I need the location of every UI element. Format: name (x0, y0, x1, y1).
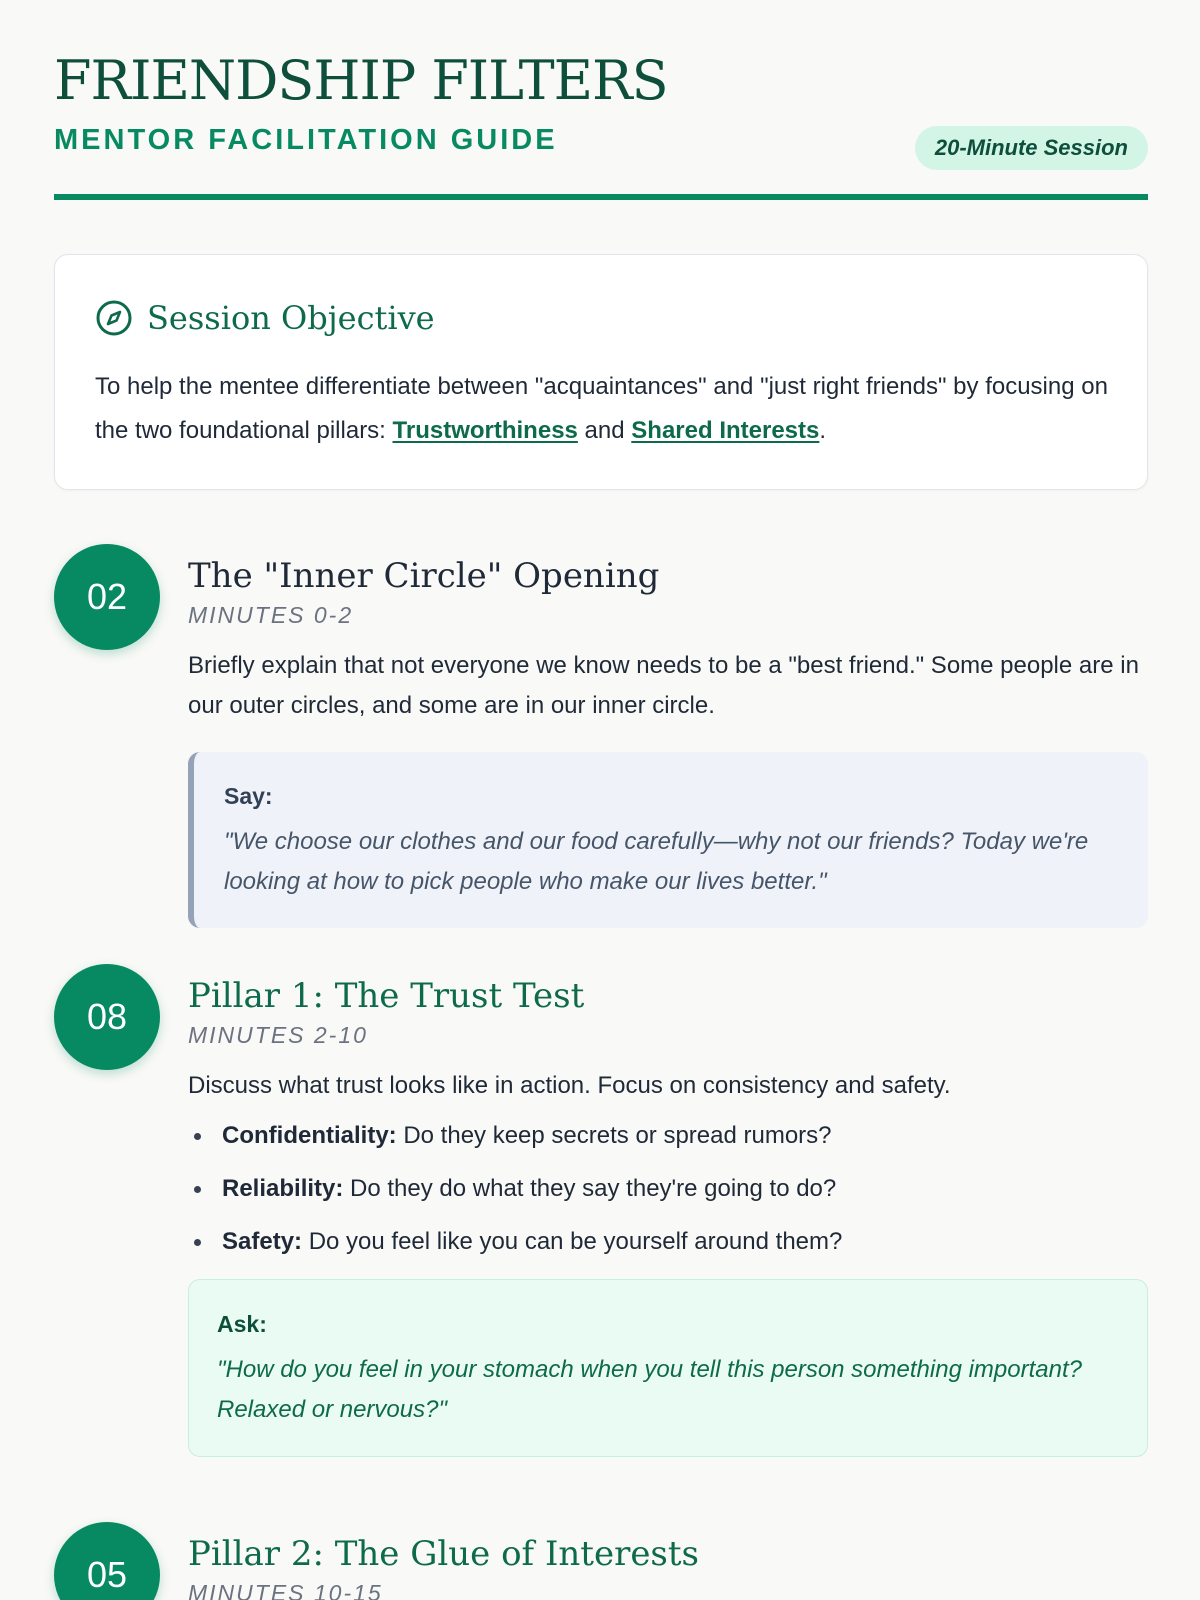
step-body (188, 1534, 1148, 1600)
page-subtitle: MENTOR FACILITATION GUIDE (54, 124, 558, 156)
list-item (188, 1120, 1148, 1152)
step-minutes: MINUTES 0-2 (188, 602, 354, 628)
callout-quote: "How do you feel in your stomach when you tell this person something important? Relaxed or nervous?" (217, 1356, 1082, 1423)
header-divider (54, 194, 1148, 200)
step-body (188, 976, 1148, 1457)
objective-text-end: . (819, 417, 827, 444)
page-title: FRIENDSHIP FILTERS (54, 49, 668, 112)
page-header (54, 0, 1148, 200)
list-item (188, 1226, 1148, 1258)
step-description: Discuss what trust looks like in action. Focus on consistency and safety. (188, 1072, 951, 1099)
list-item (188, 1173, 1148, 1205)
step-body (188, 556, 1148, 928)
bullet-text: Do you feel like you can be yourself around them? (302, 1228, 843, 1255)
step-description: Briefly explain that not everyone we know needs to be a "best friend." Some people are in our outer circles, and some are in our inner circle. (188, 652, 1139, 719)
objective-text (95, 365, 1115, 453)
bullet-text: Do they do what they say they're going to do? (343, 1175, 837, 1202)
step-minutes: MINUTES 10-15 (188, 1580, 383, 1600)
callout-quote: "We choose our clothes and our food carefully—why not our friends? Today we're looking at how to pick people who make our lives better." (224, 828, 1089, 895)
trustworthiness-link[interactable]: Trustworthiness (392, 417, 578, 444)
step-number-badge: 05 (54, 1522, 160, 1600)
objective-title: Session Objective (147, 299, 435, 337)
ask-callout (188, 1279, 1148, 1457)
callout-label: Ask: (217, 1311, 267, 1337)
compass-icon (95, 299, 133, 337)
step-number-badge: 02 (54, 544, 160, 650)
step-number-badge: 08 (54, 964, 160, 1070)
bullet-term: Reliability: (222, 1175, 344, 1202)
duration-badge: 20-Minute Session (915, 126, 1148, 170)
step-title: Pillar 2: The Glue of Interests (188, 1534, 699, 1574)
objective-header (95, 299, 435, 337)
callout-label: Say: (224, 783, 273, 809)
objective-text-middle: and (577, 417, 632, 444)
trust-criteria-list (188, 1120, 1148, 1258)
bullet-text: Do they keep secrets or spread rumors? (396, 1122, 832, 1149)
guide-page (54, 0, 1148, 1600)
shared-interests-link[interactable]: Shared Interests (631, 417, 820, 444)
step-title: Pillar 1: The Trust Test (188, 976, 585, 1016)
say-callout (188, 752, 1148, 928)
objective-card (54, 254, 1148, 490)
bullet-term: Confidentiality: (222, 1122, 397, 1149)
step-title: The "Inner Circle" Opening (188, 556, 660, 596)
bullet-term: Safety: (222, 1228, 303, 1255)
step-minutes: MINUTES 2-10 (188, 1022, 368, 1048)
objective-text-start: To help the mentee differentiate between "acquaintances" and "just right friends" by focusing on the two foundational pillars: (95, 373, 1108, 444)
